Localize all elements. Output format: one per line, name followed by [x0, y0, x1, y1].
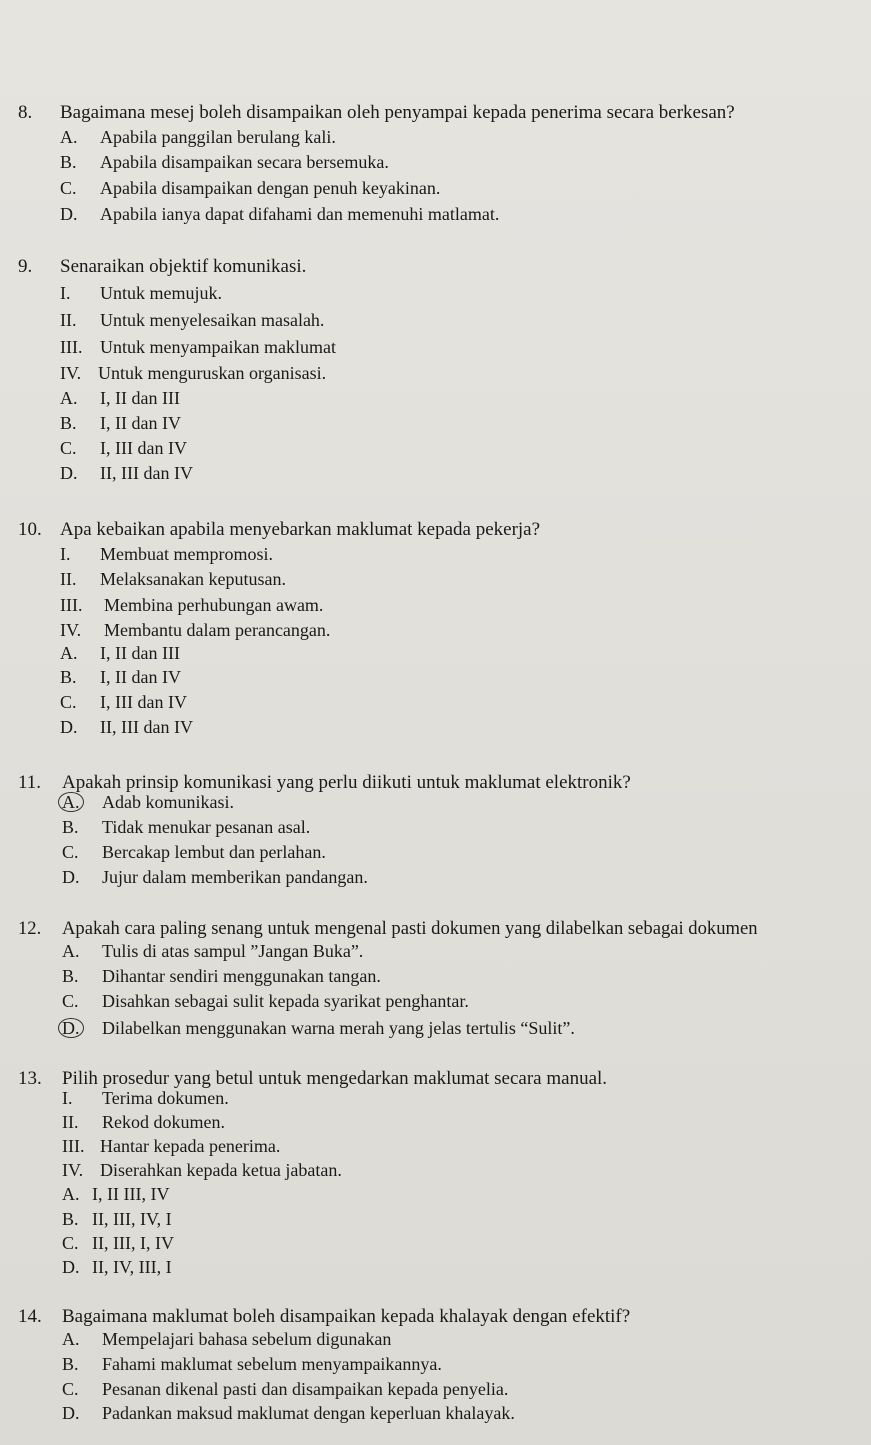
statement-iv: IV. Membantu dalam perancangan. — [60, 620, 331, 640]
option-b: B. Dihantar sendiri menggunakan tangan. — [62, 966, 381, 986]
statement-iii: III. Hantar kepada penerima. — [62, 1136, 281, 1156]
option-c: C. Bercakap lembut dan perlahan. — [62, 842, 326, 862]
statement-ii: II. Untuk menyelesaikan masalah. — [60, 310, 325, 330]
option-a: A. Apabila panggilan berulang kali. — [60, 127, 336, 147]
option-d: D. II, III dan IV — [60, 463, 193, 483]
question-text: 12. Apakah cara paling senang untuk mengenal pasti dokumen yang dilabelkan sebagai dokumen — [18, 918, 758, 939]
statement-i: I. Untuk memujuk. — [60, 283, 222, 303]
option-d: D. Padankan maksud maklumat dengan keperluan khalayak. — [62, 1403, 515, 1423]
question-text: 9. Senaraikan objektif komunikasi. — [18, 256, 307, 277]
statement-iv: IV. Diserahkan kepada ketua jabatan. — [62, 1160, 342, 1180]
statement-i: I. Membuat mempromosi. — [60, 544, 273, 564]
option-b: B. II, III, IV, I — [62, 1209, 172, 1229]
option-c: C. Pesanan dikenal pasti dan disampaikan kepada penyelia. — [62, 1379, 509, 1399]
statement-iv: IV. Untuk menguruskan organisasi. — [60, 363, 327, 383]
question-text: 11. Apakah prinsip komunikasi yang perlu diikuti untuk maklumat elektronik? — [18, 772, 631, 793]
statement-ii: II. Rekod dokumen. — [62, 1112, 225, 1132]
selected-answer-mark: D. — [62, 1017, 102, 1039]
option-b: B. I, II dan IV — [60, 667, 181, 687]
question-text: 8. Bagaimana mesej boleh disampaikan oleh penyampai kepada penerima secara berkesan? — [18, 102, 735, 123]
option-b: B. I, II dan IV — [60, 413, 181, 433]
statement-i: I. Terima dokumen. — [62, 1088, 229, 1108]
option-d: D. II, III dan IV — [60, 717, 193, 737]
question-text: 14. Bagaimana maklumat boleh disampaikan kepada khalayak dengan efektif? — [18, 1306, 631, 1327]
statement-ii: II. Melaksanakan keputusan. — [60, 569, 286, 589]
option-a: A. I, II dan III — [60, 643, 180, 663]
option-a: A. Tulis di atas sampul ”Jangan Buka”. — [62, 941, 364, 961]
question-text: 13. Pilih prosedur yang betul untuk mengedarkan maklumat secara manual. — [18, 1068, 608, 1089]
option-b: B. Apabila disampaikan secara bersemuka. — [60, 152, 389, 172]
option-a: A. I, II dan III — [60, 388, 180, 408]
option-a: A. Adab komunikasi. — [62, 791, 234, 813]
selected-answer-mark: A. — [62, 791, 102, 813]
option-d: D. Jujur dalam memberikan pandangan. — [62, 867, 368, 887]
option-a: A. Mempelajari bahasa sebelum digunakan — [62, 1329, 392, 1349]
option-c: C. Disahkan sebagai sulit kepada syarikat penghantar. — [62, 991, 469, 1011]
option-c: C. II, III, I, IV — [62, 1233, 174, 1253]
option-b: B. Tidak menukar pesanan asal. — [62, 817, 311, 837]
option-d: D. Apabila ianya dapat difahami dan memenuhi matlamat. — [60, 204, 500, 224]
option-c: C. I, III dan IV — [60, 438, 187, 458]
option-a: A. I, II III, IV — [62, 1184, 170, 1204]
option-c: C. Apabila disampaikan dengan penuh keyakinan. — [60, 178, 441, 198]
statement-iii: III. Membina perhubungan awam. — [60, 595, 324, 615]
option-d: D. II, IV, III, I — [62, 1257, 172, 1277]
option-b: B. Fahami maklumat sebelum menyampaikannya. — [62, 1354, 442, 1374]
statement-iii: III. Untuk menyampaikan maklumat — [60, 337, 336, 357]
option-d: D. Dilabelkan menggunakan warna merah yang jelas tertulis “Sulit”. — [62, 1017, 575, 1039]
option-c: C. I, III dan IV — [60, 692, 187, 712]
question-text: 10. Apa kebaikan apabila menyebarkan maklumat kepada pekerja? — [18, 519, 541, 540]
